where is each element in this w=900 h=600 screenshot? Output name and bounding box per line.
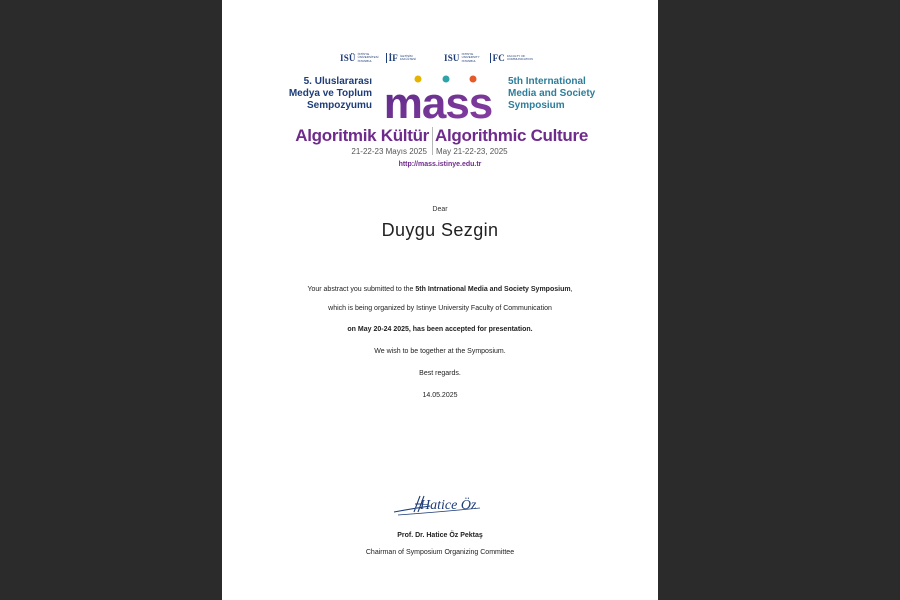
dates-en: May 21-22-23, 2025 [436, 147, 508, 156]
letter-line-1: Your abstract you submitted to the 5th Intrnational Media and Society Symposium, [307, 286, 573, 293]
theme-title-en: Algorithmic Culture [435, 126, 588, 145]
istinye-en-logo: ISU ISTINYE UNIVERSITY ISTANBUL FC FACULTY OF COMMUNICATION [444, 52, 533, 63]
handwritten-signature [390, 482, 490, 522]
recipient-name: Duygu Sezgin [381, 220, 499, 240]
symposium-name-en: 5th International Media and Society Symposium [508, 76, 596, 111]
logo-wordmark: mass [383, 79, 493, 124]
signer-name: Prof. Dr. Hatice Öz Pektaş [397, 532, 483, 539]
salutation: Dear [432, 206, 448, 213]
svg-text:Hatice Öz: Hatice Öz [420, 498, 477, 513]
signer-title: Chairman of Symposium Organizing Committee [365, 549, 515, 556]
symposium-name-tr: 5. Uluslararası Medya ve Toplum Sempozyumu [288, 76, 372, 111]
letter-line-4: We wish to be together at the Symposium. [374, 348, 506, 355]
letter-date: 14.05.2025 [422, 392, 458, 399]
mass-logo [372, 70, 504, 124]
theme-title-row [222, 126, 658, 148]
symposium-url: http://mass.istinye.edu.tr [398, 161, 482, 168]
letter-line-2: which is being organized by Istinye University Faculty of Communication [328, 305, 552, 312]
letter-line-3: on May 20-24 2025, has been accepted for presentation. [347, 326, 533, 333]
theme-title-tr: Algoritmik Kültür [295, 126, 429, 145]
istinye-tr-logo: ISÜ İSTİNYE ÜNİVERSİTESİ İSTANBUL İF İLETİŞİM FAKÜLTESİ [340, 52, 416, 63]
dates-tr: 21-22-23 Mayıs 2025 [351, 147, 427, 156]
title-divider [432, 127, 433, 155]
institution-logos [222, 51, 658, 65]
certificate-page [222, 0, 658, 600]
letter-line-5: Best regards. [419, 370, 461, 377]
